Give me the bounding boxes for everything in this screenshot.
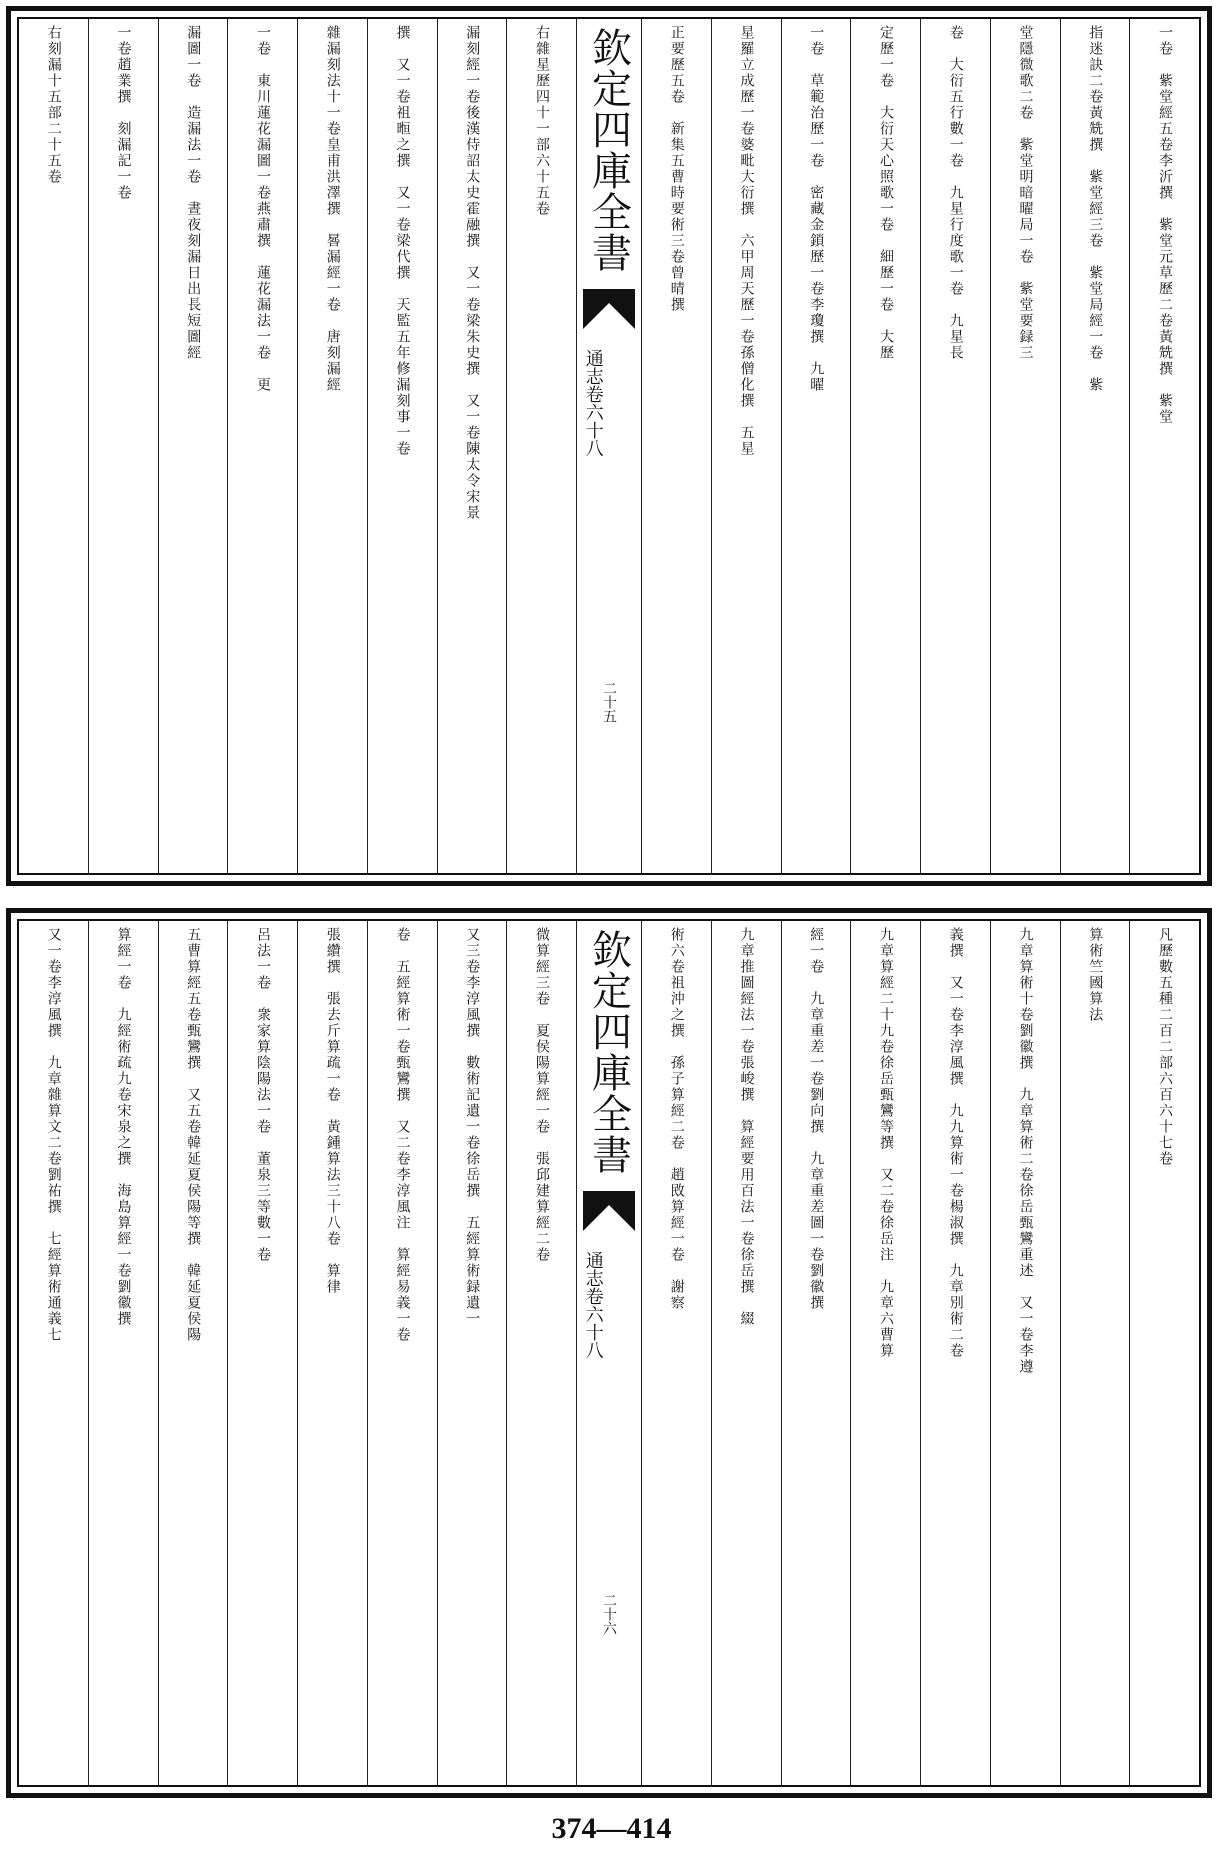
- text-column: [88, 19, 158, 873]
- column-text: 指迷訣二卷黃兟撰 紫堂經三卷 紫堂局經一卷 紫: [1087, 25, 1104, 393]
- bottom-page: [6, 908, 1212, 1798]
- text-column: [437, 921, 507, 1785]
- column-text: 五曹算經五卷甄鸞撰 又五卷韓延夏侯陽等撰 韓延夏侯陽: [185, 927, 202, 1343]
- column-text: 星羅立成歷一卷婆毗大衍撰 六甲周天歷一卷孫僧化撰 五星: [738, 25, 755, 457]
- top-page: [6, 6, 1212, 886]
- fish-tail-mark: [583, 1191, 635, 1231]
- text-column: [1060, 921, 1130, 1785]
- text-column: [641, 19, 711, 873]
- column-text: 又一卷李淳風撰 九章雜算文二卷劉祐撰 七經算術通義七: [45, 927, 62, 1343]
- column-text: 九章算術十卷劉徽撰 九章算術二卷徐岳甄鸞重述 又一卷李遵: [1017, 927, 1034, 1375]
- text-column: [297, 19, 367, 873]
- column-text: 又三卷李淳風撰 數術記遺一卷徐岳撰 五經算術録遺一: [464, 927, 481, 1327]
- text-column: [990, 921, 1060, 1785]
- volume-label: 通志卷六十八: [582, 1251, 604, 1359]
- book-title: 欽定四庫全書: [585, 27, 632, 273]
- column-text: 漏圖一卷 造漏法一卷 晝夜刻漏日出長短圖經: [185, 25, 202, 361]
- column-text: 漏刻經一卷後漢侍詔太史霍融撰 又一卷梁朱史撰 又一卷陳太令宋景: [464, 25, 481, 521]
- column-text: 正要歷五卷 新集五曹時要術三卷曾晴撰: [668, 25, 685, 313]
- text-column: [711, 921, 781, 1785]
- text-column: [1060, 19, 1130, 873]
- text-column: [711, 19, 781, 873]
- text-column: [19, 921, 88, 1785]
- column-text: 卷 五經算術一卷甄鸞撰 又二卷李淳風注 算經易義一卷: [394, 927, 411, 1343]
- text-column: [367, 19, 437, 873]
- text-column: [506, 19, 576, 873]
- text-column: [88, 921, 158, 1785]
- text-column: [227, 19, 297, 873]
- column-text: 撰 又一卷祖暅之撰 又一卷梁代撰 天監五年修漏刻事一卷: [394, 25, 411, 457]
- book-title: 欽定四庫全書: [585, 929, 632, 1175]
- text-column: [19, 19, 88, 873]
- bottom-columns: [19, 921, 1199, 1785]
- column-text: 定歷一卷 大衍天心照歌一卷 細歷一卷 大歷: [877, 25, 894, 361]
- column-text: 一卷 草範治歷一卷 密藏金鎖歷一卷李瓊撰 九曜: [808, 25, 825, 393]
- text-column: [158, 19, 228, 873]
- text-column: [781, 921, 851, 1785]
- column-text: 卷 大衍五行數一卷 九星行度歌一卷 九星長: [947, 25, 964, 361]
- column-text: 一卷 紫堂經五卷李沂撰 紫堂元草歷二卷黃兟撰 紫堂: [1156, 25, 1173, 425]
- text-column: [990, 19, 1060, 873]
- volume-label: 通志卷六十八: [582, 349, 604, 457]
- column-text: 右刻漏十五部二十五卷: [45, 25, 62, 185]
- column-text: 呂法一卷 衆家算陰陽法一卷 董泉三等數一卷: [254, 927, 271, 1263]
- text-column: [1129, 19, 1199, 873]
- text-column: [227, 921, 297, 1785]
- bottom-page-frame: [17, 919, 1201, 1787]
- column-text: 一卷趙業撰 刻漏記一卷: [115, 25, 132, 201]
- column-text: 九章推圖經法一卷張峻撰 算經要用百法一卷徐岳撰 綴: [738, 927, 755, 1327]
- column-text: 一卷 東川蓮花漏圖一卷燕肅撰 蓮花漏法一卷 更: [254, 25, 271, 393]
- column-text: 義撰 又一卷李淳風撰 九九算術一卷楊淑撰 九章別術二卷: [947, 927, 964, 1359]
- column-text: 九章算經二十九卷徐岳甄鸞等撰 又二卷徐岳注 九章六曹算: [877, 927, 894, 1359]
- text-column: [920, 921, 990, 1785]
- text-column: [437, 19, 507, 873]
- top-page-frame: [17, 17, 1201, 875]
- column-text: 凡歷數五種二百二部六百六十七卷: [1156, 927, 1173, 1167]
- top-columns: [19, 19, 1199, 873]
- text-column: [641, 921, 711, 1785]
- folio-number: 二十六: [601, 1593, 617, 1635]
- column-text: 術六卷祖沖之撰 孫子算經二卷 趙敃算經一卷 謝察: [668, 927, 685, 1311]
- text-column: [506, 921, 576, 1785]
- text-column: [158, 921, 228, 1785]
- column-text: 經一卷 九章重差一卷劉向撰 九章重差圖一卷劉徽撰: [808, 927, 825, 1311]
- text-column: [850, 921, 920, 1785]
- column-text: 堂隱微歌二卷 紫堂明暗曜局一卷 紫堂要録三: [1017, 25, 1034, 361]
- fish-tail-mark: [583, 289, 635, 329]
- column-text: 微算經三卷 夏侯陽算經一卷 張邱建算經二卷: [533, 927, 550, 1263]
- folio-number: 二十五: [601, 681, 617, 723]
- column-text: 雜漏刻法十一卷皇甫洪澤撰 晷漏經一卷 唐刻漏經: [324, 25, 341, 393]
- text-column: [297, 921, 367, 1785]
- column-text: 算經一卷 九經術疏九卷宋泉之撰 海島算經一卷劉徽撰: [115, 927, 132, 1327]
- text-column: [1129, 921, 1199, 1785]
- text-column: [367, 921, 437, 1785]
- column-text: 張纘撰 張去斤算疏一卷 黃鍾算法三十八卷 算律: [324, 927, 341, 1295]
- column-text: 算術竺國算法: [1087, 927, 1104, 1023]
- page-reference: 374—414: [551, 1812, 672, 1845]
- center-fold: [576, 921, 641, 1785]
- column-text: 右雜星歷四十一部六十五卷: [533, 25, 550, 217]
- text-column: [920, 19, 990, 873]
- center-fold: [576, 19, 641, 873]
- text-column: [850, 19, 920, 873]
- text-column: [781, 19, 851, 873]
